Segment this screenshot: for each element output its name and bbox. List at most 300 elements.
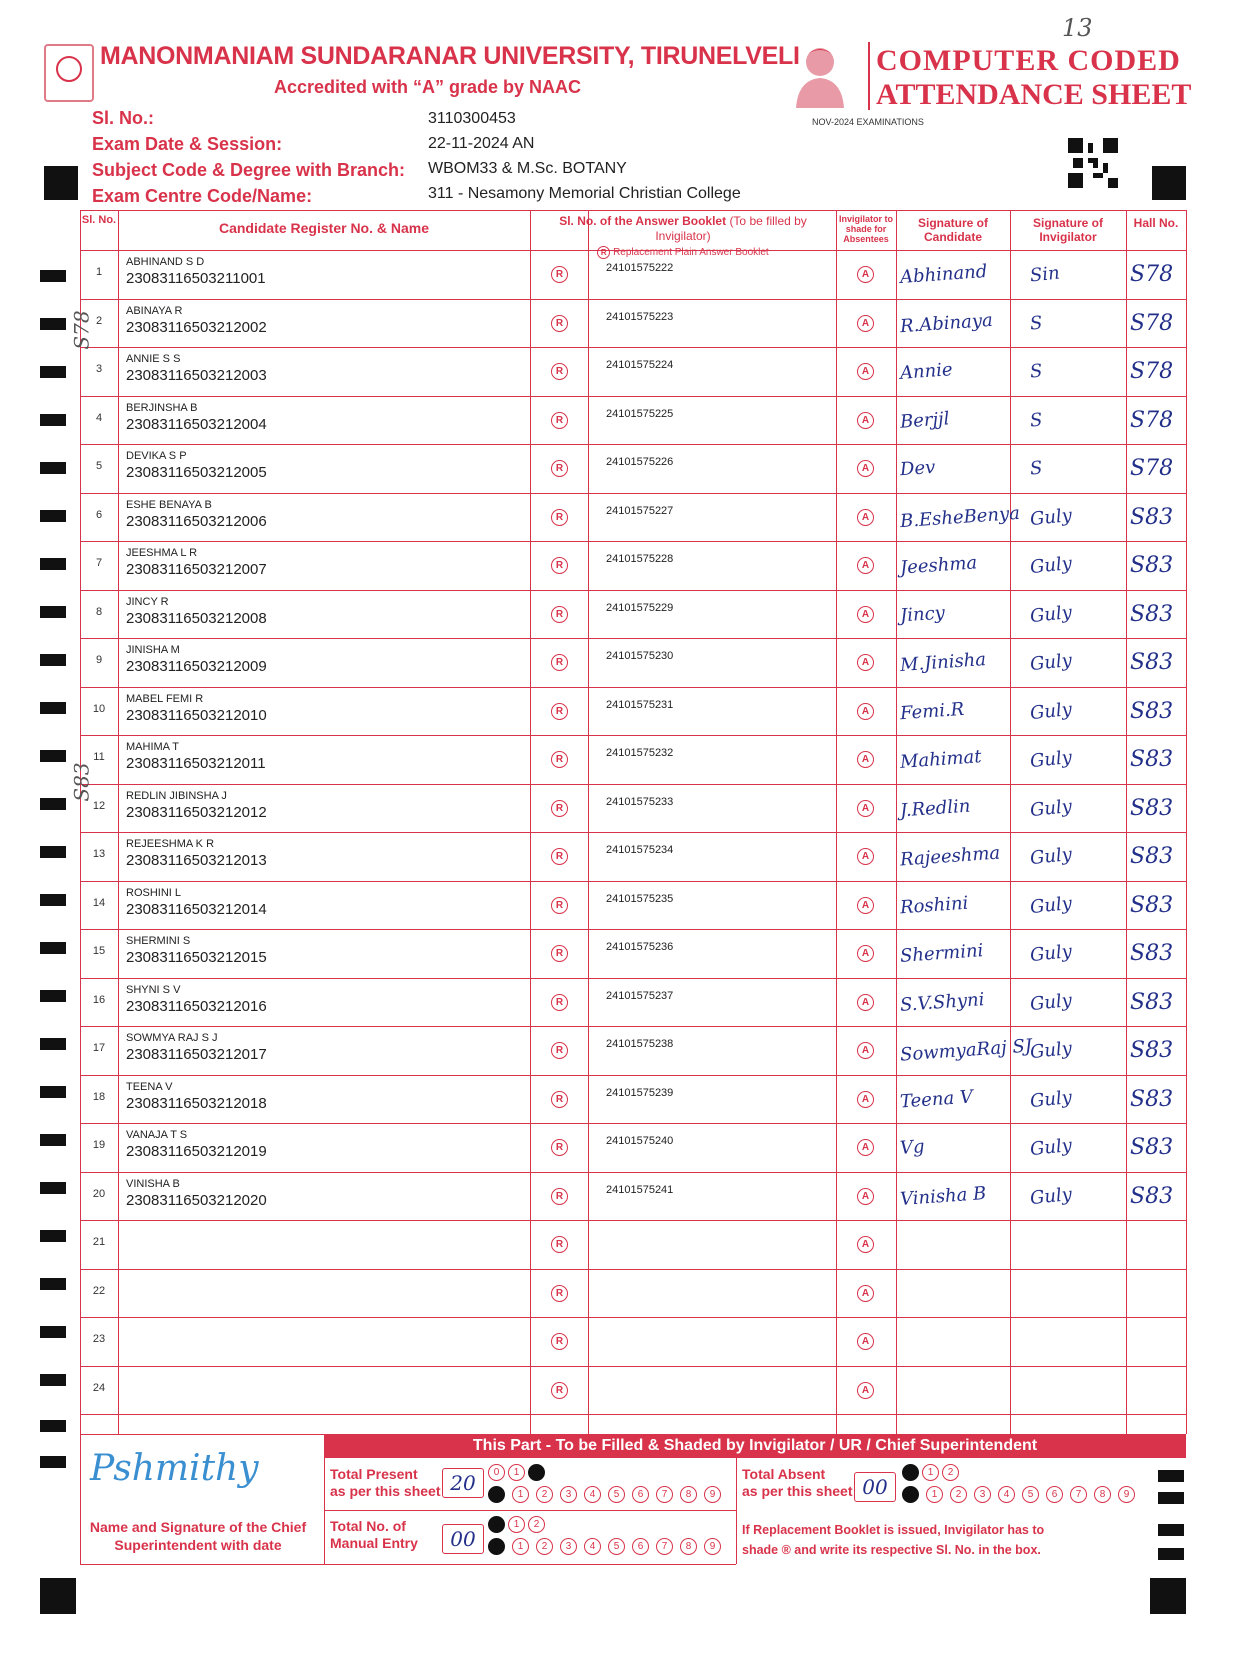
row-sl-no: 6 bbox=[95, 508, 103, 521]
candidate-name: TEENA V bbox=[126, 1080, 173, 1093]
invigilator-signature: Guly bbox=[1029, 989, 1073, 1015]
founder-portrait-icon bbox=[790, 40, 850, 108]
table-row-line bbox=[80, 1075, 1186, 1076]
candidate-register-no: 23083116503212004 bbox=[126, 415, 267, 433]
timing-mark bbox=[40, 1182, 66, 1194]
margin-note-upper: S78 bbox=[69, 310, 94, 350]
absentee-bubble[interactable]: A bbox=[857, 703, 874, 720]
row-sl-no: 4 bbox=[95, 411, 103, 424]
candidate-register-no: 23083116503212013 bbox=[126, 852, 267, 869]
bottom-divider bbox=[324, 1510, 736, 1511]
answer-booklet-no: 24101575239 bbox=[606, 1086, 674, 1099]
timing-mark bbox=[1158, 1548, 1184, 1560]
candidate-name: JINCY R bbox=[126, 595, 169, 608]
digit-bubble-2[interactable]: 2 bbox=[942, 1464, 959, 1481]
invigilator-signature: S bbox=[1028, 408, 1044, 432]
replacement-bubble[interactable]: R bbox=[551, 1091, 568, 1108]
subject-value: WBOM33 & M.Sc. BOTANY bbox=[428, 160, 627, 177]
total-present-label-line2: as per this sheet bbox=[330, 1483, 441, 1499]
col-header-candidate: Candidate Register No. & Name bbox=[218, 220, 430, 236]
invigilator-signature: Guly bbox=[1029, 1183, 1073, 1209]
timing-mark bbox=[40, 1230, 66, 1242]
answer-booklet-no: 24101575232 bbox=[606, 747, 674, 759]
table-column-line bbox=[1010, 210, 1011, 1434]
digit-bubble-1[interactable]: 1 bbox=[922, 1464, 939, 1481]
timing-mark bbox=[40, 318, 66, 330]
table-row-line bbox=[80, 735, 1186, 736]
timing-mark bbox=[40, 1086, 66, 1098]
digit-bubble-4[interactable]: 4 bbox=[584, 1538, 601, 1555]
col-header-signature-invigilator: Signature of Invigilator bbox=[1032, 216, 1103, 244]
replacement-bubble[interactable]: R bbox=[551, 703, 568, 720]
total-present-label bbox=[330, 1466, 441, 1500]
replacement-bubble[interactable]: R bbox=[551, 363, 568, 380]
digit-bubble-8[interactable]: 8 bbox=[680, 1538, 697, 1555]
subject-label: Subject Code & Degree with Branch: bbox=[92, 160, 406, 180]
candidate-register-no: 23083116503212003 bbox=[126, 367, 267, 384]
absentee-bubble[interactable]: A bbox=[857, 1382, 874, 1399]
timing-mark bbox=[40, 1278, 66, 1290]
exam-date-label: Exam Date & Session: bbox=[92, 134, 283, 154]
absentee-bubble[interactable]: A bbox=[857, 557, 874, 574]
candidate-register-no: 23083116503212016 bbox=[126, 997, 267, 1015]
absentee-bubble[interactable]: A bbox=[857, 1188, 874, 1205]
bottom-banner: This Part - To be Filled & Shaded by Invigilator / UR / Chief Superintendent bbox=[324, 1434, 1186, 1458]
hall-no: S83 bbox=[1130, 941, 1174, 966]
replacement-bubble[interactable]: R bbox=[551, 1042, 568, 1059]
timing-mark bbox=[40, 462, 66, 474]
sheet-title: COMPUTER CODED bbox=[876, 44, 1181, 77]
hall-no: S78 bbox=[1130, 407, 1174, 433]
table-row-line bbox=[80, 347, 1186, 348]
candidate-signature: Jeeshma bbox=[899, 552, 978, 579]
row-sl-no: 10 bbox=[92, 702, 106, 715]
timing-mark bbox=[1158, 1470, 1184, 1482]
exam-date-value: 22-11-2024 AN bbox=[428, 135, 535, 152]
candidate-signature: Rajeeshma bbox=[899, 842, 1001, 871]
invigilator-signature: Guly bbox=[1029, 698, 1073, 724]
candidate-register-no: 23083116503212018 bbox=[126, 1094, 267, 1112]
total-absent-label-line2: as per this sheet bbox=[742, 1483, 853, 1499]
invigilator-signature: Guly bbox=[1029, 795, 1073, 821]
hall-no: S83 bbox=[1130, 1135, 1174, 1160]
candidate-register-no: 23083116503211001 bbox=[126, 270, 266, 287]
digit-bubble-1[interactable]: 1 bbox=[508, 1464, 525, 1481]
absentee-bubble[interactable]: A bbox=[857, 994, 874, 1011]
absentee-bubble[interactable]: A bbox=[857, 1042, 874, 1059]
row-sl-no: 3 bbox=[95, 363, 103, 375]
timing-mark bbox=[40, 894, 66, 906]
digit-bubble-4[interactable]: 4 bbox=[584, 1486, 601, 1503]
candidate-name: SHYNI S V bbox=[126, 983, 181, 996]
bottom-divider bbox=[736, 1458, 737, 1564]
invigilator-signature: Guly bbox=[1029, 1134, 1073, 1161]
table-row-line bbox=[80, 929, 1186, 930]
centre-value: 311 - Nesamony Memorial Christian College bbox=[428, 185, 741, 202]
answer-booklet-no: 24101575231 bbox=[606, 698, 674, 711]
answer-booklet-no: 24101575230 bbox=[606, 650, 674, 662]
total-present-label-line1: Total Present bbox=[330, 1466, 418, 1482]
hall-no: S83 bbox=[1130, 892, 1174, 918]
absentee-bubble[interactable]: A bbox=[857, 800, 874, 817]
candidate-signature: Shermini bbox=[899, 940, 984, 967]
candidate-signature: M.Jinisha bbox=[899, 649, 987, 676]
sheet-subtitle: ATTENDANCE SHEET bbox=[876, 78, 1192, 111]
hall-no: S83 bbox=[1130, 650, 1174, 675]
row-sl-no: 17 bbox=[92, 1042, 106, 1054]
absentee-bubble[interactable]: A bbox=[857, 1236, 874, 1253]
hall-no: S83 bbox=[1130, 1183, 1174, 1209]
booklet-header-text: Sl. No. of the Answer Booklet bbox=[559, 214, 727, 228]
timing-mark bbox=[40, 606, 66, 618]
absentee-bubble[interactable]: A bbox=[857, 266, 874, 283]
candidate-name: VANAJA T S bbox=[126, 1129, 188, 1141]
timing-mark bbox=[40, 414, 66, 426]
timing-mark bbox=[40, 942, 66, 954]
hall-no: S83 bbox=[1130, 747, 1174, 772]
candidate-signature: Jincy bbox=[899, 601, 946, 627]
invigilator-signature: Guly bbox=[1029, 1086, 1073, 1112]
timing-mark bbox=[40, 1134, 66, 1146]
digit-bubble-9[interactable]: 9 bbox=[704, 1538, 721, 1555]
hall-no: S83 bbox=[1130, 1038, 1174, 1063]
candidate-name: VINISHA B bbox=[126, 1177, 180, 1190]
replacement-bubble[interactable]: R bbox=[551, 509, 568, 526]
candidate-signature: Teena V bbox=[899, 1085, 974, 1113]
digit-bubble-1[interactable]: 1 bbox=[926, 1486, 943, 1503]
answer-booklet-no: 24101575237 bbox=[606, 989, 674, 1002]
table-column-line bbox=[836, 210, 837, 1434]
absentee-bubble[interactable]: A bbox=[857, 848, 874, 865]
invigilator-signature: Guly bbox=[1029, 843, 1073, 870]
absentee-bubble[interactable]: A bbox=[857, 460, 874, 477]
booklet-header-note: (To be filled by Invigilator) bbox=[655, 214, 807, 243]
candidate-name: BERJINSHA B bbox=[126, 401, 198, 414]
table-row-line bbox=[80, 541, 1186, 542]
replacement-bubble[interactable]: R bbox=[551, 1236, 568, 1253]
table-column-line bbox=[1126, 210, 1127, 1434]
table-row-line bbox=[80, 978, 1186, 979]
candidate-name: ROSHINI L bbox=[126, 886, 182, 899]
absentee-bubble[interactable]: A bbox=[857, 1285, 874, 1302]
row-sl-no: 12 bbox=[92, 799, 106, 812]
row-sl-no: 1 bbox=[95, 266, 103, 278]
digit-bubble-5[interactable]: 5 bbox=[1022, 1486, 1039, 1503]
replacement-bubble[interactable]: R bbox=[551, 1333, 568, 1350]
timing-mark bbox=[40, 1374, 66, 1386]
bottom-border-left bbox=[80, 1434, 81, 1564]
digit-bubble-2[interactable]: 2 bbox=[528, 1464, 545, 1481]
row-sl-no: 23 bbox=[92, 1333, 106, 1345]
candidate-signature: S.V.Shyni bbox=[899, 988, 986, 1016]
replacement-bubble[interactable]: R bbox=[551, 460, 568, 477]
candidate-name: JEESHMA L R bbox=[126, 547, 198, 559]
absentee-bubble[interactable]: A bbox=[857, 606, 874, 623]
digit-bubble-6[interactable]: 6 bbox=[632, 1538, 649, 1555]
absentee-bubble[interactable]: A bbox=[857, 1333, 874, 1350]
row-sl-no: 7 bbox=[95, 557, 103, 569]
candidate-name: DEVIKA S P bbox=[126, 450, 187, 462]
replacement-bubble[interactable]: R bbox=[551, 266, 568, 283]
manual-entry-label bbox=[330, 1518, 418, 1552]
col-header-booklet bbox=[530, 214, 836, 258]
hall-no: S78 bbox=[1130, 359, 1174, 384]
candidate-name: SHERMINI S bbox=[126, 935, 191, 947]
col-header-sl: Sl. No. bbox=[81, 214, 117, 226]
timing-mark bbox=[40, 798, 66, 810]
replacement-bubble[interactable]: R bbox=[551, 1382, 568, 1399]
candidate-signature: Mahimat bbox=[899, 746, 983, 773]
digit-bubble-9[interactable]: 9 bbox=[704, 1486, 721, 1503]
replacement-bubble[interactable]: R bbox=[551, 800, 568, 817]
digit-bubble-8[interactable]: 8 bbox=[680, 1486, 697, 1503]
accreditation-text: Accredited with “A” grade by NAAC bbox=[274, 77, 582, 97]
invigilator-signature: Guly bbox=[1029, 940, 1073, 967]
replacement-bubble[interactable]: R bbox=[551, 897, 568, 914]
digit-bubble-2[interactable]: 2 bbox=[536, 1538, 553, 1555]
absentee-bubble[interactable]: A bbox=[857, 1091, 874, 1108]
candidate-register-no: 23083116503212005 bbox=[126, 464, 267, 481]
replacement-bubble[interactable]: R bbox=[551, 412, 568, 429]
digit-bubble-5[interactable]: 5 bbox=[608, 1486, 625, 1503]
table-column-line bbox=[80, 210, 81, 1434]
invigilator-signature: S bbox=[1028, 457, 1044, 480]
invigilator-signature: Guly bbox=[1029, 1037, 1073, 1064]
candidate-register-no: 23083116503212020 bbox=[126, 1191, 267, 1209]
table-row-line bbox=[80, 210, 1186, 211]
table-row-line bbox=[80, 784, 1186, 785]
digit-bubble-3[interactable]: 3 bbox=[974, 1486, 991, 1503]
replacement-bubble[interactable]: R bbox=[551, 945, 568, 962]
replacement-bubble[interactable]: R bbox=[551, 1188, 568, 1205]
replacement-symbol-icon: R bbox=[597, 246, 610, 259]
table-row-line bbox=[80, 1172, 1186, 1173]
timing-mark bbox=[40, 846, 66, 858]
timing-mark bbox=[40, 1420, 66, 1432]
answer-booklet-no: 24101575227 bbox=[606, 504, 674, 517]
margin-note-lower: S83 bbox=[69, 762, 94, 802]
candidate-register-no: 23083116503212017 bbox=[126, 1046, 267, 1063]
replacement-bubble[interactable]: R bbox=[551, 1285, 568, 1302]
digit-bubble-5[interactable]: 5 bbox=[608, 1538, 625, 1555]
row-sl-no: 19 bbox=[92, 1139, 106, 1151]
invigilator-signature: Guly bbox=[1029, 504, 1073, 530]
answer-booklet-no: 24101575233 bbox=[606, 795, 674, 808]
row-sl-no: 8 bbox=[95, 605, 103, 618]
replacement-bubble[interactable]: R bbox=[551, 606, 568, 623]
alignment-mark bbox=[40, 1578, 76, 1614]
hall-no: S83 bbox=[1130, 698, 1174, 724]
invigilator-signature: Sin bbox=[1028, 262, 1061, 287]
table-column-line bbox=[588, 210, 589, 1434]
answer-booklet-no: 24101575241 bbox=[606, 1183, 674, 1196]
table-row-line bbox=[80, 1269, 1186, 1270]
digit-bubble-0[interactable]: 0 bbox=[902, 1486, 919, 1503]
table-row-line bbox=[80, 590, 1186, 591]
table-row-line bbox=[80, 493, 1186, 494]
timing-mark bbox=[40, 510, 66, 522]
timing-mark bbox=[40, 270, 66, 282]
row-sl-no: 9 bbox=[95, 654, 103, 666]
timing-mark bbox=[1158, 1492, 1184, 1504]
digit-bubble-2[interactable]: 2 bbox=[536, 1486, 553, 1503]
digit-bubble-7[interactable]: 7 bbox=[656, 1538, 673, 1555]
answer-booklet-no: 24101575238 bbox=[606, 1038, 674, 1050]
hall-no: S83 bbox=[1130, 844, 1174, 869]
candidate-name: ESHE BENAYA B bbox=[126, 498, 212, 511]
table-row-line bbox=[80, 832, 1186, 833]
digit-bubble-0[interactable]: 0 bbox=[902, 1464, 919, 1481]
row-sl-no: 15 bbox=[92, 945, 106, 957]
answer-booklet-no: 24101575225 bbox=[606, 407, 674, 420]
candidate-register-no: 23083116503212006 bbox=[126, 512, 267, 530]
candidate-signature: J.Redlin bbox=[899, 795, 972, 821]
candidate-signature: Femi.R bbox=[899, 698, 965, 724]
candidate-name: ABINAYA R bbox=[126, 304, 183, 317]
digit-bubble-1[interactable]: 1 bbox=[512, 1486, 529, 1503]
digit-bubble-7[interactable]: 7 bbox=[1070, 1486, 1087, 1503]
timing-mark bbox=[1158, 1524, 1184, 1536]
timing-mark bbox=[40, 366, 66, 378]
digit-bubble-1[interactable]: 1 bbox=[508, 1516, 525, 1533]
invigilator-signature: Guly bbox=[1029, 552, 1073, 579]
candidate-register-no: 23083116503212002 bbox=[126, 318, 267, 336]
replacement-bubble[interactable]: R bbox=[551, 848, 568, 865]
table-row-line bbox=[80, 1123, 1186, 1124]
table-row-line bbox=[80, 1366, 1186, 1367]
answer-booklet-no: 24101575236 bbox=[606, 941, 674, 953]
absentee-bubble[interactable]: A bbox=[857, 751, 874, 768]
digit-bubble-2[interactable]: 2 bbox=[950, 1486, 967, 1503]
university-name: MANONMANIAM SUNDARANAR UNIVERSITY, TIRUNELVELI bbox=[100, 42, 800, 70]
row-sl-no: 22 bbox=[92, 1284, 106, 1297]
answer-booklet-no: 24101575234 bbox=[606, 844, 674, 856]
page-number: 13 bbox=[1062, 14, 1093, 42]
sl-no-value: 3110300453 bbox=[428, 110, 516, 127]
absentee-bubble[interactable]: A bbox=[857, 654, 874, 671]
row-sl-no: 2 bbox=[95, 314, 103, 327]
qr-code-icon bbox=[1068, 138, 1118, 188]
answer-booklet-no: 24101575226 bbox=[606, 456, 674, 468]
candidate-name: REDLIN JIBINSHA J bbox=[126, 789, 227, 802]
hall-no: S78 bbox=[1130, 262, 1174, 287]
invigilator-signature: Guly bbox=[1029, 746, 1073, 773]
candidate-name: MAHIMA T bbox=[126, 741, 179, 753]
row-sl-no: 16 bbox=[92, 993, 106, 1006]
digit-bubble-8[interactable]: 8 bbox=[1094, 1486, 1111, 1503]
table-row-line bbox=[80, 1317, 1186, 1318]
digit-bubble-6[interactable]: 6 bbox=[1046, 1486, 1063, 1503]
answer-booklet-no: 24101575229 bbox=[606, 601, 674, 614]
candidate-signature: Dev bbox=[899, 456, 936, 481]
digit-bubble-7[interactable]: 7 bbox=[656, 1486, 673, 1503]
digit-bubble-9[interactable]: 9 bbox=[1118, 1486, 1135, 1503]
manual-entry-label-line1: Total No. of bbox=[330, 1518, 406, 1534]
chief-superintendent-signature: Pshmithy bbox=[90, 1448, 259, 1489]
table-row-line bbox=[80, 444, 1186, 445]
candidate-name: MABEL FEMI R bbox=[126, 692, 204, 705]
table-row-line bbox=[80, 1220, 1186, 1221]
table-row-line bbox=[80, 1026, 1186, 1027]
absentee-bubble[interactable]: A bbox=[857, 315, 874, 332]
total-present-box[interactable]: 20 bbox=[442, 1468, 484, 1498]
total-absent-box[interactable]: 00 bbox=[854, 1472, 896, 1502]
answer-booklet-no: 24101575240 bbox=[606, 1135, 674, 1147]
absentee-bubble[interactable]: A bbox=[857, 509, 874, 526]
replacement-bubble[interactable]: R bbox=[551, 751, 568, 768]
table-row-line bbox=[80, 396, 1186, 397]
absentee-bubble[interactable]: A bbox=[857, 363, 874, 380]
candidate-signature: Vg bbox=[899, 1136, 926, 1159]
hall-no: S83 bbox=[1130, 989, 1174, 1015]
row-sl-no: 20 bbox=[92, 1187, 106, 1200]
digit-bubble-0[interactable]: 0 bbox=[488, 1464, 505, 1481]
timing-mark bbox=[40, 654, 66, 666]
candidate-signature: B.EsheBenya bbox=[899, 502, 1021, 532]
replacement-bubble[interactable]: R bbox=[551, 557, 568, 574]
digit-bubble-6[interactable]: 6 bbox=[632, 1486, 649, 1503]
candidate-signature: SowmyaRaj SJ bbox=[899, 1035, 1033, 1066]
invigilator-signature: Guly bbox=[1029, 601, 1073, 627]
absentee-bubble[interactable]: A bbox=[857, 945, 874, 962]
exam-tag: NOV-2024 EXAMINATIONS bbox=[812, 117, 924, 127]
replacement-bubble[interactable]: R bbox=[551, 1139, 568, 1156]
table-column-line bbox=[1186, 210, 1187, 1434]
digit-bubble-0[interactable]: 0 bbox=[488, 1516, 505, 1533]
table-row-line bbox=[80, 638, 1186, 639]
replacement-note: If Replacement Booklet is issued, Invigilator has to shade ® and write its respective Sl. No. in the box. bbox=[742, 1523, 1045, 1557]
absentee-bubble[interactable]: A bbox=[857, 1139, 874, 1156]
candidate-signature: Annie bbox=[899, 359, 954, 384]
absentee-bubble[interactable]: A bbox=[857, 412, 874, 429]
replacement-bubble[interactable]: R bbox=[551, 315, 568, 332]
digit-bubble-4[interactable]: 4 bbox=[998, 1486, 1015, 1503]
hall-no: S78 bbox=[1130, 310, 1174, 336]
replacement-bubble[interactable]: R bbox=[551, 654, 568, 671]
centre-label: Exam Centre Code/Name: bbox=[92, 186, 313, 206]
hall-no: S83 bbox=[1130, 504, 1174, 530]
candidate-name: SOWMYA RAJ S J bbox=[126, 1032, 218, 1044]
replacement-bubble[interactable]: R bbox=[551, 994, 568, 1011]
digit-bubble-3[interactable]: 3 bbox=[560, 1538, 577, 1555]
university-logo-icon bbox=[44, 44, 94, 102]
digit-bubble-1[interactable]: 1 bbox=[512, 1538, 529, 1555]
table-column-line bbox=[530, 210, 531, 1434]
absentee-bubble[interactable]: A bbox=[857, 897, 874, 914]
candidate-name: REJEESHMA K R bbox=[126, 838, 215, 850]
candidate-name: ANNIE S S bbox=[126, 353, 181, 365]
alignment-mark bbox=[1150, 1578, 1186, 1614]
manual-entry-box[interactable]: 00 bbox=[442, 1524, 484, 1554]
alignment-mark bbox=[44, 166, 78, 200]
digit-bubble-3[interactable]: 3 bbox=[560, 1486, 577, 1503]
manual-entry-label-line2: Manual Entry bbox=[330, 1535, 418, 1551]
hall-no: S78 bbox=[1130, 456, 1174, 481]
digit-bubble-2[interactable]: 2 bbox=[528, 1516, 545, 1533]
total-absent-label bbox=[742, 1466, 853, 1500]
header-separator bbox=[868, 42, 870, 110]
candidate-register-no: 23083116503212019 bbox=[126, 1143, 267, 1160]
row-sl-no: 14 bbox=[92, 896, 106, 909]
hall-no: S83 bbox=[1130, 795, 1174, 821]
digit-bubble-0[interactable]: 0 bbox=[488, 1538, 505, 1555]
candidate-signature: R.Abinaya bbox=[899, 309, 994, 337]
col-header-signature-candidate: Signature of Candidate bbox=[917, 216, 988, 244]
candidate-register-no: 23083116503212015 bbox=[126, 949, 267, 966]
invigilator-signature: S bbox=[1028, 360, 1044, 383]
digit-bubble-0[interactable]: 0 bbox=[488, 1486, 505, 1503]
answer-booklet-no: 24101575222 bbox=[606, 262, 674, 274]
